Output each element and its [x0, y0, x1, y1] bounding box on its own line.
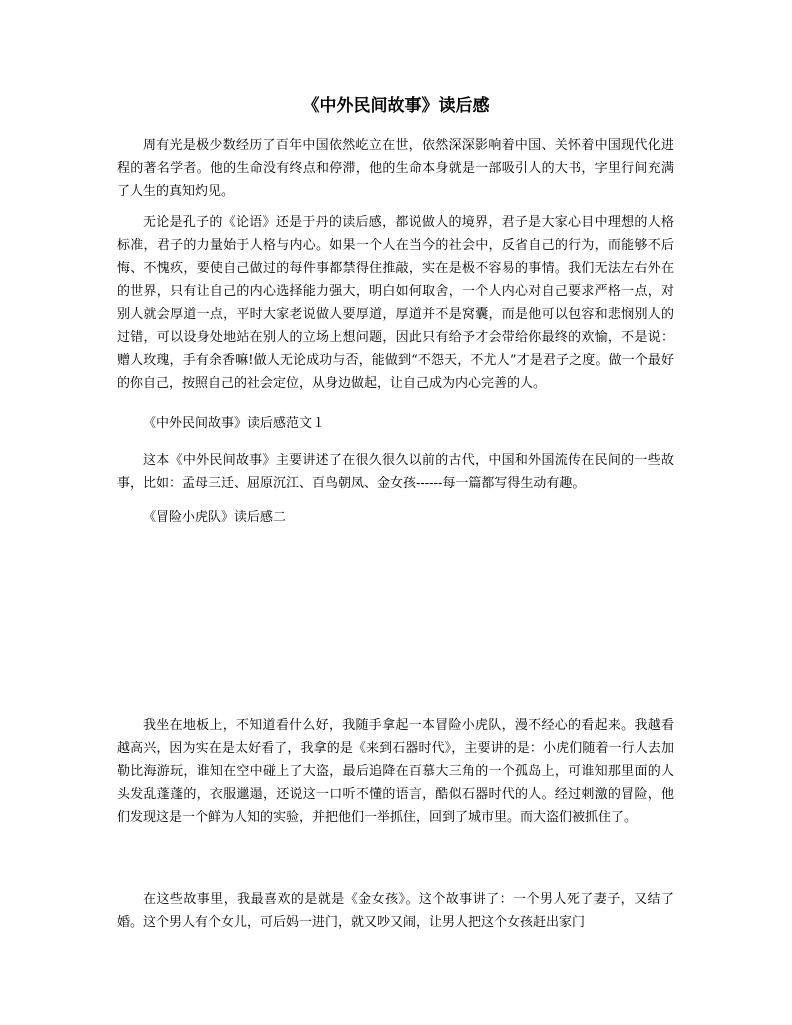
paragraph-4: 我坐在地板上，不知道看什么好，我随手拿起一本冒险小虎队，漫不经心的看起来。我越看越高兴，因为实在是太好看了，我拿的是《来到石器时代》，主要讲的是：小虎们随着一行人去加勒比海游玩，谁知在空中碰上了大盗，最后追降在百慕大三角的一个孤岛上，可谁知那里面的人头发乱蓬蓬的，衣服邋遢，还说这一口听不懂的语言，酷似石器时代的人。经过刺激的冒险，他们发现这是一个鲜为人知的实验，并把他们一举抓住，回到了城市里。而大盗们被抓住了。: [117, 718, 674, 825]
paragraph-3: 这本《中外民间故事》主要讲述了在很久很久以前的古代，中国和外国流传在民间的一些故事，比如：孟母三迁、屈原沉江、百鸟朝凤、金女孩------每一篇都写得生动有趣。: [117, 453, 674, 491]
paragraph-2: 无论是孔子的《论语》还是于丹的读后感，都说做人的境界，君子是大家心目中理想的人格标准，君子的力量始于人格与内心。如果一个人在当今的社会中，反省自己的行为，而能够不后悔、不愧疚，要使自己做过的每件事都禁得住推敲，实在是极不容易的事情。我们无法左右外在的世界，只有让自己的内心选择能力强大，明白如何取舍，一个人内心对自己要求严格一点，对别人就会厚道一点，平时大家老说做人要厚道，厚道并不是窝囊，而是他可以包容和悲悯别人的过错，可以设身处地站在别人的立场上想问题，因此只有给予才会带给你最终的欢愉，不是说：赠人玫瑰，手有余香嘛!做人无论成功与否，能做到“不怨天，不尤人”才是君子之度。做一个最好的你自己，按照自己的社会定位，从身边做起，让自己成为内心完善的人。: [117, 215, 674, 391]
subheading-1: 《中外民间故事》读后感范文１: [143, 416, 326, 431]
paragraph-1: 周有光是极少数经历了百年中国依然屹立在世，依然深深影响着中国、关怀着中国现代化进程的著名学者。他的生命没有终点和停滞，他的生命本身就是一部吸引人的大书，字里行间充满了人生的真知灼见。: [117, 138, 674, 199]
subheading-2: 《冒险小虎队》读后感二: [143, 510, 287, 525]
document-title: 《中外民间故事》读后感: [302, 96, 490, 116]
paragraph-5: 在这些故事里，我最喜欢的是就是《金女孩》。这个故事讲了：一个男人死了妻子，又结了婚。这个男人有个女儿，可后妈一进门，就又吵又闹，让男人把这个女孩赶出家门: [117, 892, 674, 930]
